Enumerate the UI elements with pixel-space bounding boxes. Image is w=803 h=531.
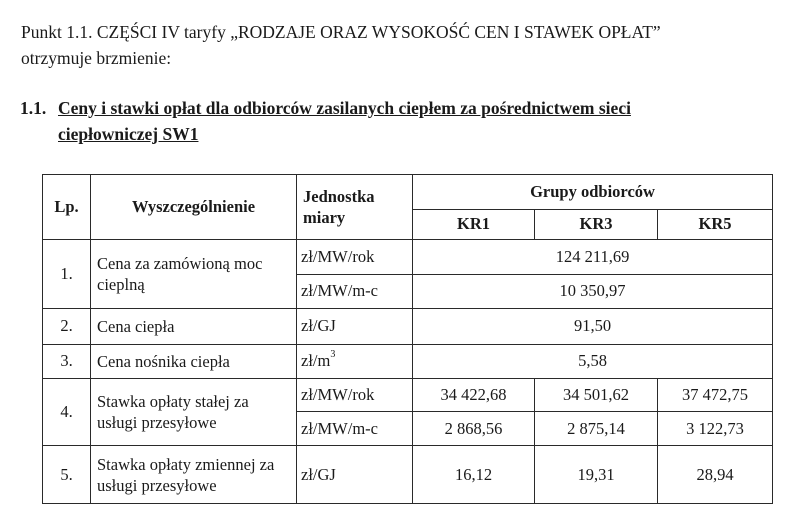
section-number: 1.1.: [20, 98, 47, 118]
row-3-unit-base: zł/m: [301, 351, 331, 371]
row-2-value: 91,50: [413, 308, 773, 344]
row-5-kr5: 28,94: [658, 446, 773, 504]
row-1-description-line-2: cieplną: [97, 274, 145, 294]
header-lp: Lp.: [43, 175, 91, 240]
header-kr1: KR1: [413, 209, 535, 239]
row-4b-kr3: 2 875,14: [535, 412, 658, 446]
header-unit-line-2: miary: [303, 207, 346, 227]
row-4a-kr5: 37 472,75: [658, 378, 773, 412]
row-5-description-line-1: Stawka opłaty zmiennej za: [97, 454, 275, 474]
row-5-unit: zł/GJ: [297, 446, 413, 504]
row-1a-unit: zł/MW/rok: [297, 239, 413, 274]
row-4b-kr5: 3 122,73: [658, 412, 773, 446]
row-4-description: [91, 378, 297, 446]
row-1-description-line-1: Cena za zamówioną moc: [97, 253, 263, 273]
table-row: [43, 308, 773, 344]
row-4a-kr1: 34 422,68: [413, 378, 535, 412]
header-groups: Grupy odbiorców: [413, 175, 773, 210]
header-unit-line-1: Jednostka: [303, 186, 375, 206]
section-heading: [20, 95, 772, 147]
row-4-description-line-1: Stawka opłaty stałej za: [97, 391, 249, 411]
header-kr5: KR5: [658, 209, 773, 239]
header-row-1: [43, 175, 773, 210]
row-3-lp: 3.: [43, 344, 91, 378]
row-3-unit-exponent: 3: [330, 349, 336, 361]
intro-line-2: otrzymuje brzmienie:: [21, 48, 172, 68]
row-4b-kr1: 2 868,56: [413, 412, 535, 446]
section-heading-line-2: ciepłowniczej SW1: [58, 124, 199, 144]
row-1a-value: 124 211,69: [413, 239, 773, 274]
row-4a-unit: zł/MW/rok: [297, 378, 413, 412]
price-table: [42, 174, 773, 504]
row-2-description: Cena ciepła: [91, 308, 297, 344]
row-1-lp: 1.: [43, 239, 91, 308]
section-heading-line-1: Ceny i stawki opłat dla odbiorców zasilanych ciepłem za pośrednictwem sieci: [58, 98, 631, 118]
row-5-description-line-2: usługi przesyłowe: [97, 475, 217, 495]
table-row: [43, 239, 773, 274]
row-3-value: 5,58: [413, 344, 773, 378]
row-5-lp: 5.: [43, 446, 91, 504]
row-5-kr1: 16,12: [413, 446, 535, 504]
row-3-description: Cena nośnika ciepła: [91, 344, 297, 378]
row-1b-value: 10 350,97: [413, 274, 773, 308]
row-3-unit: [297, 344, 413, 378]
row-5-kr3: 19,31: [535, 446, 658, 504]
header-description: Wyszczególnienie: [91, 175, 297, 240]
table-row: [43, 446, 773, 504]
row-4b-unit: zł/MW/m-c: [297, 412, 413, 446]
intro-line-1: Punkt 1.1. CZĘŚCI IV taryfy „RODZAJE ORAZ WYSOKOŚĆ CEN I STAWEK OPŁAT”: [21, 22, 661, 42]
row-1-description: [91, 239, 297, 308]
row-2-lp: 2.: [43, 308, 91, 344]
header-kr3: KR3: [535, 209, 658, 239]
table-row: [43, 344, 773, 378]
row-4-lp: 4.: [43, 378, 91, 446]
row-2-unit: zł/GJ: [297, 308, 413, 344]
table-row: [43, 378, 773, 412]
header-unit: [297, 175, 413, 240]
row-5-description: [91, 446, 297, 504]
row-4a-kr3: 34 501,62: [535, 378, 658, 412]
intro-paragraph: [21, 19, 791, 71]
row-4-description-line-2: usługi przesyłowe: [97, 412, 217, 432]
row-1b-unit: zł/MW/m-c: [297, 274, 413, 308]
